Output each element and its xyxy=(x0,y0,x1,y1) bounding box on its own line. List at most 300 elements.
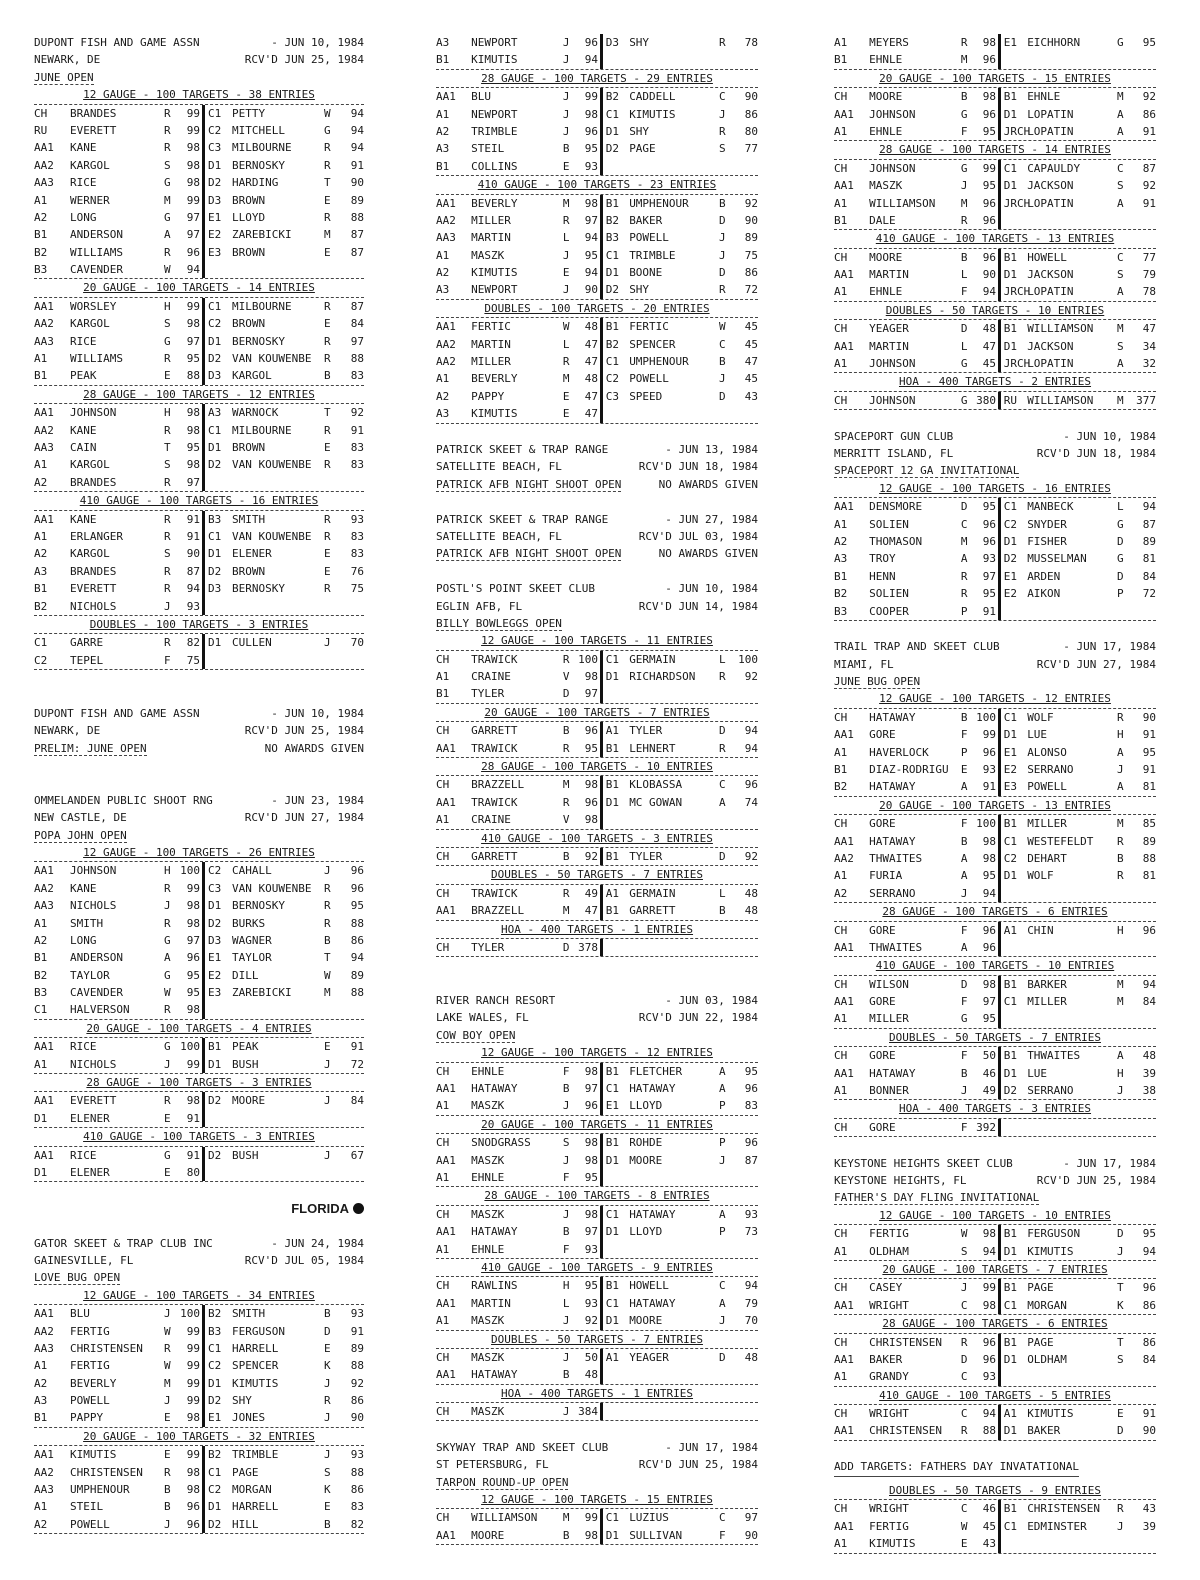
initial: J xyxy=(718,1153,726,1167)
shooter-name: CHRISTENSEN xyxy=(869,1424,942,1438)
shooter-name: PAPPY xyxy=(70,1411,104,1425)
class: CH xyxy=(834,1049,848,1063)
class: A2 xyxy=(34,1517,48,1531)
result-row xyxy=(34,1147,364,1164)
initial: R xyxy=(164,352,171,366)
initial: H xyxy=(1116,923,1124,937)
initial: M xyxy=(1116,90,1124,104)
club-name: DUPONT FISH AND GAME ASSN xyxy=(34,706,200,720)
result-row xyxy=(436,1277,758,1294)
event-heading-text: 12 GAUGE - 100 TARGETS - 34 ENTRIES xyxy=(83,1288,315,1302)
event-heading xyxy=(34,616,364,634)
initial: B xyxy=(562,1528,570,1542)
class: A1 xyxy=(834,36,848,49)
initial: D xyxy=(718,213,726,227)
initial: C xyxy=(718,778,726,792)
initial: P xyxy=(718,1136,726,1150)
score: 98 xyxy=(584,1064,598,1078)
class: AA1 xyxy=(436,1368,456,1382)
column-divider xyxy=(600,1169,603,1186)
spacer xyxy=(436,1421,758,1438)
column-divider xyxy=(600,140,603,157)
score: 96 xyxy=(584,724,598,738)
class: A3 xyxy=(834,552,848,566)
score: 99 xyxy=(982,161,996,175)
column-divider xyxy=(202,967,205,984)
shooter-name: CAHALL xyxy=(232,864,272,878)
shooter-name: STEIL xyxy=(471,142,505,156)
initial: G xyxy=(1116,36,1124,49)
class: AA1 xyxy=(436,1528,456,1542)
initial: E xyxy=(164,1166,171,1179)
shooter-name: WOLF xyxy=(1027,710,1054,724)
column-divider xyxy=(202,122,205,139)
event-heading xyxy=(834,690,1156,708)
result-row xyxy=(834,1010,1156,1028)
shooter-name: ROHDE xyxy=(629,1136,663,1150)
column-divider xyxy=(202,949,205,966)
score: 96 xyxy=(350,881,364,895)
result-row xyxy=(436,668,758,685)
initial: R xyxy=(562,652,570,666)
result-row xyxy=(436,195,758,212)
column-divider xyxy=(600,264,603,281)
class: AA1 xyxy=(436,196,456,210)
class: B1 xyxy=(1003,1335,1018,1349)
shooter-name: BAKER xyxy=(869,1352,903,1366)
class: AA3 xyxy=(436,231,456,245)
class: B1 xyxy=(34,228,48,242)
class: AA2 xyxy=(34,158,54,172)
initial: E xyxy=(562,159,570,173)
event-heading-text: 20 GAUGE - 100 TARGETS - 13 ENTRIES xyxy=(879,798,1111,812)
initial: J xyxy=(562,1350,570,1364)
column-divider xyxy=(202,652,205,669)
shooter-name: HATAWAY xyxy=(869,1066,916,1080)
shooter-name: SERRANO xyxy=(1027,1084,1074,1098)
shoot-date: - JUN 17, 1984 xyxy=(665,1440,758,1454)
shooter-name: JACKSON xyxy=(1027,268,1074,282)
result-row xyxy=(834,1297,1156,1315)
event-heading xyxy=(436,1187,758,1205)
score: 93 xyxy=(982,1370,996,1384)
score: 90 xyxy=(350,1411,364,1425)
shooter-name: HAVERLOCK xyxy=(869,745,929,759)
initial: G xyxy=(164,210,171,224)
initial: R xyxy=(324,458,331,472)
class: A1 xyxy=(1003,1407,1018,1421)
initial: D xyxy=(562,940,570,954)
shoot-date: - JUN 10, 1984 xyxy=(271,36,364,49)
initial: R xyxy=(164,141,171,155)
shooter-name: BRANDES xyxy=(70,475,117,489)
score: 99 xyxy=(584,1511,598,1525)
result-row xyxy=(34,563,364,580)
score: 46 xyxy=(982,1502,996,1516)
initial: J xyxy=(562,107,570,121)
class: C2 xyxy=(208,1483,222,1497)
result-row xyxy=(34,157,364,174)
event-heading xyxy=(34,279,364,297)
initial: R xyxy=(324,210,331,224)
result-row xyxy=(436,336,758,353)
score: 79 xyxy=(1142,268,1156,282)
event-heading xyxy=(436,1259,758,1277)
score: 46 xyxy=(982,1066,996,1080)
shooter-name: WILLIAMS xyxy=(70,352,123,366)
initial: R xyxy=(718,283,726,297)
score: 99 xyxy=(186,1376,200,1390)
event-heading-text: 410 GAUGE - 100 TARGETS - 23 ENTRIES xyxy=(477,178,717,192)
shooter-name: SMITH xyxy=(232,1307,266,1321)
initial: B xyxy=(324,1307,331,1321)
score: 74 xyxy=(744,795,758,809)
class: C1 xyxy=(605,107,620,121)
club-name-line xyxy=(436,441,758,458)
column-divider xyxy=(202,1147,205,1164)
column-divider xyxy=(202,1305,205,1322)
class: D1 xyxy=(208,1376,222,1390)
column-divider xyxy=(600,740,603,757)
initial: J xyxy=(164,1057,171,1071)
class: A1 xyxy=(34,352,48,366)
score: 94 xyxy=(982,1407,996,1421)
club-location-line xyxy=(834,1172,1156,1189)
shooter-name: LLOYD xyxy=(232,210,266,224)
class: RU xyxy=(34,123,48,137)
score: 91 xyxy=(982,780,996,794)
result-row xyxy=(834,355,1156,373)
initial: F xyxy=(960,923,968,937)
initial: H xyxy=(1116,728,1124,742)
score: 45 xyxy=(982,1519,996,1533)
shooter-name: BERNOSKY xyxy=(232,334,285,348)
club-name: DUPONT FISH AND GAME ASSN xyxy=(34,36,200,49)
score: 84 xyxy=(1142,1352,1156,1366)
score: 98 xyxy=(186,1411,200,1425)
score: 95 xyxy=(186,968,200,982)
initial: J xyxy=(324,1411,331,1425)
column-divider xyxy=(202,333,205,350)
class: A1 xyxy=(436,1099,450,1113)
initial: R xyxy=(960,569,968,583)
event-heading-text: 28 GAUGE - 100 TARGETS - 12 ENTRIES xyxy=(83,387,315,401)
club-location: EGLIN AFB, FL xyxy=(436,599,523,613)
score: 96 xyxy=(186,245,200,259)
class: B2 xyxy=(208,1307,222,1321)
event-heading-text: 28 GAUGE - 100 TARGETS - 10 ENTRIES xyxy=(481,760,713,774)
event-heading xyxy=(834,480,1156,498)
result-row xyxy=(34,298,364,315)
shooter-name: MORGAN xyxy=(1027,1298,1067,1312)
event-name: SPACEPORT 12 GA INVITATIONAL xyxy=(834,464,1020,478)
shooter-name: BERNOSKY xyxy=(232,899,285,913)
column-divider xyxy=(202,456,205,473)
score: 88 xyxy=(350,986,364,1000)
column-divider xyxy=(998,1119,1001,1136)
shooter-name: ARDEN xyxy=(1027,569,1061,583)
column-divider xyxy=(600,776,603,793)
event-heading-text: HOA - 400 TARGETS - 1 ENTRIES xyxy=(500,922,694,936)
initial: L xyxy=(562,231,570,245)
shooter-name: MASZK xyxy=(869,179,903,193)
received-date: RCV'D JUN 18, 1984 xyxy=(638,460,758,474)
score: 45 xyxy=(744,372,758,386)
result-row xyxy=(834,709,1156,726)
event-heading-text: 12 GAUGE - 100 TARGETS - 15 ENTRIES xyxy=(481,1493,713,1507)
column-divider xyxy=(998,939,1001,956)
score: 98 xyxy=(186,1483,200,1497)
initial: R xyxy=(562,213,570,227)
initial: B xyxy=(1116,851,1124,865)
score: 98 xyxy=(186,899,200,913)
class: AA1 xyxy=(436,1296,456,1310)
club-location: MIAMI, FL xyxy=(834,657,894,671)
class: C2 xyxy=(1003,851,1018,865)
score: 97 xyxy=(186,210,200,224)
initial: F xyxy=(960,124,968,138)
score: 95 xyxy=(186,986,200,1000)
initial: A xyxy=(1116,107,1124,121)
class: AA1 xyxy=(34,1040,54,1054)
score: 98 xyxy=(982,977,996,991)
initial: B xyxy=(960,250,968,264)
initial: E xyxy=(960,763,968,777)
initial: E xyxy=(1116,1407,1124,1421)
club-location-line xyxy=(436,598,758,615)
class: E1 xyxy=(1003,36,1018,49)
initial: E xyxy=(164,369,171,383)
score: 90 xyxy=(350,176,364,190)
score: 89 xyxy=(350,193,364,207)
class: D2 xyxy=(605,142,620,156)
result-row xyxy=(834,993,1156,1010)
class: C1 xyxy=(208,529,222,543)
score: 377 xyxy=(1136,393,1156,407)
score: 98 xyxy=(186,1465,200,1479)
event-name: PATRICK AFB NIGHT SHOOT OPEN xyxy=(436,477,622,491)
column-divider xyxy=(202,545,205,562)
shooter-name: HATAWAY xyxy=(869,834,916,848)
column-divider xyxy=(202,1446,205,1463)
shooter-name: BROWN xyxy=(232,193,266,207)
shooter-name: FLETCHER xyxy=(629,1064,683,1078)
initial: J xyxy=(1116,1244,1124,1258)
score: 90 xyxy=(584,283,598,297)
score: 85 xyxy=(1142,817,1156,831)
class: AA1 xyxy=(834,1352,854,1366)
column-divider xyxy=(202,1164,205,1181)
class: D1 xyxy=(208,440,222,454)
score: 78 xyxy=(1142,285,1156,299)
initial: G xyxy=(164,1040,171,1054)
club-name: PATRICK SKEET & TRAP RANGE xyxy=(436,512,609,526)
column-divider xyxy=(202,984,205,1001)
event-name: POPA JOHN OPEN xyxy=(34,828,127,842)
result-row xyxy=(34,580,364,597)
result-row xyxy=(34,367,364,385)
shooter-name: NICHOLS xyxy=(70,1057,117,1071)
initial: B xyxy=(960,710,968,724)
score: 93 xyxy=(982,763,996,777)
initial: W xyxy=(164,1359,171,1373)
class: A1 xyxy=(834,1012,848,1026)
score: 67 xyxy=(350,1148,364,1162)
shooter-name: ANDERSON xyxy=(70,228,123,242)
class: C3 xyxy=(208,881,222,895)
column-divider xyxy=(202,1110,205,1127)
class: AA1 xyxy=(34,141,54,155)
initial: P xyxy=(1116,587,1124,601)
class: B1 xyxy=(1003,817,1018,831)
class: D1 xyxy=(208,547,222,561)
score: 43 xyxy=(744,389,758,403)
event-name-line xyxy=(436,476,758,493)
shooter-name: MARTIN xyxy=(471,231,511,245)
result-row xyxy=(34,422,364,439)
shooter-name: MILBOURNE xyxy=(232,141,292,155)
result-row xyxy=(834,177,1156,194)
class: AA1 xyxy=(834,995,854,1009)
initial: M xyxy=(960,534,968,548)
club-location: NEWARK, DE xyxy=(34,724,101,738)
score: 96 xyxy=(584,36,598,49)
event-heading-text: DOUBLES - 100 TARGETS - 3 ENTRIES xyxy=(89,617,309,631)
result-row xyxy=(34,634,364,651)
class: CH xyxy=(834,1335,848,1349)
score: 93 xyxy=(350,1307,364,1321)
initial: J xyxy=(324,1094,331,1108)
shooter-name: SOLIEN xyxy=(869,587,909,601)
initial: J xyxy=(562,283,570,297)
column-divider xyxy=(600,1349,603,1366)
initial: R xyxy=(164,245,171,259)
result-row xyxy=(834,106,1156,123)
shooter-name: SHY xyxy=(232,1394,252,1408)
shooter-name: WILSON xyxy=(869,977,909,991)
score: 99 xyxy=(186,881,200,895)
received-date: RCV'D JUN 25, 1984 xyxy=(244,724,364,738)
class: AA1 xyxy=(834,179,854,193)
class: CH xyxy=(34,106,48,120)
shooter-name: CAVENDER xyxy=(70,986,123,1000)
shooter-name: YEAGER xyxy=(869,322,909,336)
class: D1 xyxy=(208,158,222,172)
result-row xyxy=(34,915,364,932)
score: 81 xyxy=(1142,780,1156,794)
class: B1 xyxy=(1003,322,1018,336)
result-row xyxy=(834,1518,1156,1535)
shooter-name: ALONSO xyxy=(1027,745,1067,759)
score: 95 xyxy=(982,124,996,138)
class: C1 xyxy=(34,636,48,650)
class: AA1 xyxy=(436,904,456,918)
initial: B xyxy=(324,369,331,383)
class: CH xyxy=(834,1407,848,1421)
initial: R xyxy=(324,352,331,366)
initial: R xyxy=(1116,869,1124,883)
shooter-name: WAGNER xyxy=(232,933,272,947)
score: 99 xyxy=(186,1341,200,1355)
class: CH xyxy=(834,1227,848,1241)
shooter-name: FURIA xyxy=(869,869,903,883)
column-divider xyxy=(202,1392,205,1409)
shooter-name: HATAWAY xyxy=(629,1082,676,1096)
initial: R xyxy=(164,636,171,650)
score: 384 xyxy=(578,1405,598,1419)
column-divider xyxy=(202,404,205,421)
event-heading-text: HOA - 400 TARGETS - 2 ENTRIES xyxy=(898,375,1092,389)
class: RU xyxy=(1003,393,1018,407)
class: A2 xyxy=(34,1376,48,1390)
shooter-name: BERNOSKY xyxy=(232,582,285,596)
score: 92 xyxy=(744,849,758,863)
initial: W xyxy=(562,320,570,334)
column-divider xyxy=(600,1295,603,1312)
score: 47 xyxy=(584,407,598,421)
class: AA1 xyxy=(34,1448,54,1462)
column-divider xyxy=(202,880,205,897)
class: AA1 xyxy=(436,90,456,104)
result-row xyxy=(834,266,1156,283)
initial: A xyxy=(718,1296,726,1310)
received-date: RCV'D JUN 22, 1984 xyxy=(638,1011,758,1025)
shooter-name: BARKER xyxy=(1027,977,1067,991)
shooter-name: CRAINE xyxy=(471,813,511,827)
event-name-line xyxy=(436,1027,758,1044)
result-row xyxy=(834,1500,1156,1517)
event-name-line xyxy=(834,1189,1156,1206)
initial: P xyxy=(718,1225,726,1239)
event-name: LOVE BUG OPEN xyxy=(34,1271,121,1285)
column-divider xyxy=(202,350,205,367)
initial: G xyxy=(960,357,968,371)
class: C1 xyxy=(1003,710,1018,724)
class: CH xyxy=(834,1120,848,1134)
column-divider xyxy=(202,1056,205,1073)
class: AA1 xyxy=(436,1153,456,1167)
column-divider xyxy=(202,474,205,491)
initial: M xyxy=(164,193,171,207)
event-heading-text: DOUBLES - 50 TARGETS - 7 ENTRIES xyxy=(491,868,703,882)
event-heading-text: 410 GAUGE - 100 TARGETS - 10 ENTRIES xyxy=(875,959,1115,973)
initial: J xyxy=(1116,763,1124,777)
class: B3 xyxy=(34,986,48,1000)
shooter-name: HATAWAY xyxy=(869,710,916,724)
column-divider xyxy=(998,1518,1001,1535)
score: 96 xyxy=(744,778,758,792)
column-divider xyxy=(998,1351,1001,1368)
club-block xyxy=(834,1155,1156,1441)
class: E1 xyxy=(208,951,222,965)
class: B1 xyxy=(834,213,848,227)
class: AA2 xyxy=(34,423,54,437)
shooter-name: RICE xyxy=(70,176,97,190)
score: 98 xyxy=(186,406,200,420)
result-row xyxy=(436,885,758,902)
shooter-name: BROWN xyxy=(232,564,266,578)
event-name: COW BOY OPEN xyxy=(436,1028,516,1042)
class: C1 xyxy=(605,1296,620,1310)
initial: J xyxy=(324,1057,331,1071)
class: CH xyxy=(436,940,450,954)
shooter-name: TRIMBLE xyxy=(232,1448,279,1462)
score: 47 xyxy=(584,337,598,351)
spacer xyxy=(34,687,364,704)
initial: W xyxy=(324,106,331,120)
received-date: RCV'D JUL 03, 1984 xyxy=(638,529,758,543)
result-row xyxy=(834,1279,1156,1296)
